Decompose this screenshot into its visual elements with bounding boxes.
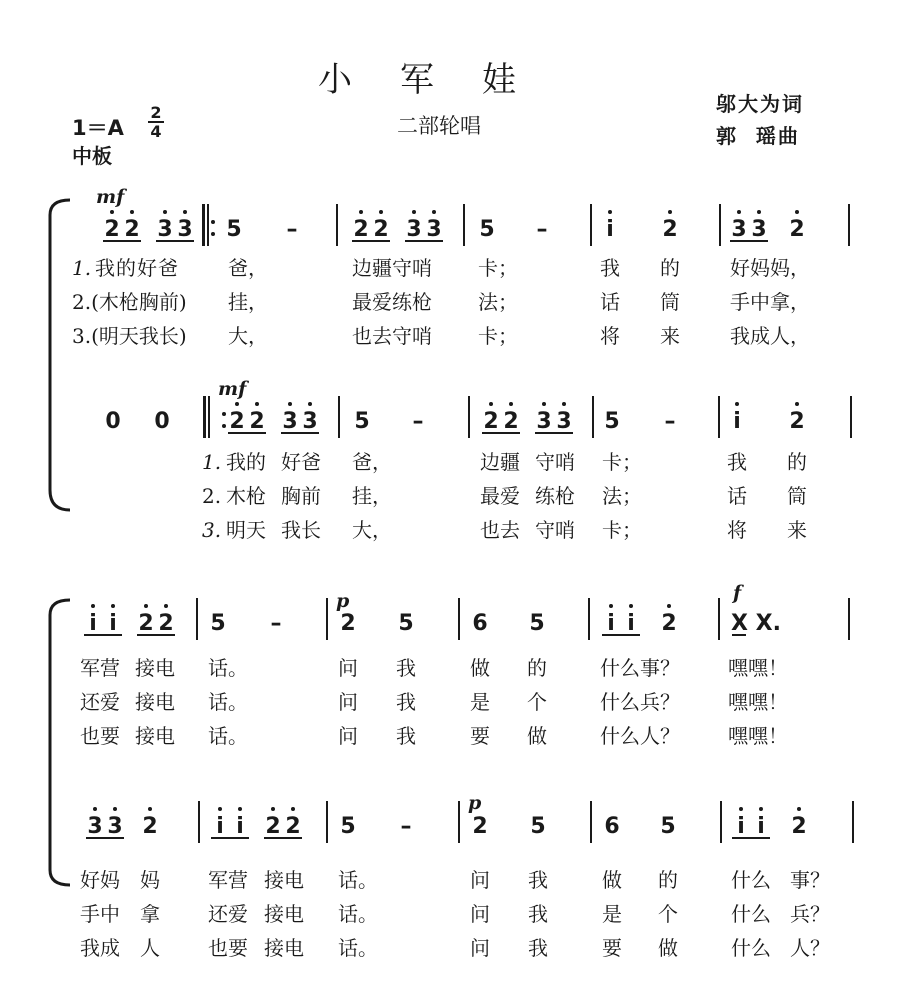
lyric: 爸， (228, 256, 268, 280)
lyric: 好爸 (281, 450, 321, 474)
note: i (733, 409, 741, 434)
note: 5 (354, 409, 370, 434)
lyric: 是 (470, 690, 490, 714)
note: i (737, 814, 745, 839)
lyric: 练枪 (535, 484, 575, 508)
lyric: 我 (528, 936, 548, 960)
lyric: 事？ (790, 868, 830, 892)
note: 2 (285, 814, 301, 839)
time-top: 2 (150, 103, 162, 122)
lyric: 法； (478, 290, 518, 314)
lyric: 接电 (264, 868, 304, 892)
barline (338, 396, 340, 438)
note: 2 (662, 217, 678, 242)
lyric: 要 (602, 936, 622, 960)
lyric: 话 (600, 290, 620, 314)
barline (208, 396, 210, 438)
lyric: 守哨 (535, 518, 575, 542)
lyric: 2.(木枪胸前) (72, 290, 187, 314)
note: – (286, 217, 298, 242)
note: 3 (282, 409, 298, 434)
barline (852, 801, 854, 843)
lyric: 我 (600, 256, 620, 280)
lyric: 做 (602, 868, 622, 892)
lyric: 我 (396, 690, 416, 714)
lyric: 法； (602, 484, 642, 508)
lyric: 的 (527, 656, 547, 680)
lyric: 手中拿， (730, 290, 810, 314)
barline (326, 801, 328, 843)
lyric: 什么人？ (600, 724, 680, 748)
note: 2 (158, 611, 174, 636)
lyric: 要 (470, 724, 490, 748)
note: 0 (154, 409, 170, 434)
lyric: 什么 (731, 868, 771, 892)
lyric: 嘿嘿！ (728, 656, 788, 680)
lyric: 个 (527, 690, 547, 714)
lyric: 我的 (226, 450, 266, 474)
key-label: 1＝A (72, 116, 124, 140)
tempo-marking: 中板 (72, 144, 112, 168)
composer-credit: 郭 瑶曲 (716, 124, 800, 148)
note: i (109, 611, 117, 636)
notation-row (0, 606, 900, 642)
lyric: 接电 (135, 656, 175, 680)
lyric: 最爱练枪 (352, 290, 432, 314)
lyric: 我 (396, 724, 416, 748)
lyric: 嘿嘿！ (728, 724, 788, 748)
barline (326, 598, 328, 640)
barline (463, 204, 465, 246)
lyric: 话。 (208, 656, 248, 680)
lyric: 挂， (228, 290, 268, 314)
note: i (627, 611, 635, 636)
lyric: 大， (228, 324, 268, 348)
lyric: 拿 (140, 902, 160, 926)
lyric: 的 (787, 450, 807, 474)
lyric: 话 (727, 484, 747, 508)
note: X X. (731, 611, 781, 636)
note: 5 (529, 611, 545, 636)
lyric: 话。 (208, 724, 248, 748)
lyric: 挂， (352, 484, 392, 508)
barline (718, 598, 720, 640)
lyric: 话。 (208, 690, 248, 714)
note: 3 (426, 217, 442, 242)
barline (848, 598, 850, 640)
lyric: 来 (787, 518, 807, 542)
note: 3 (302, 409, 318, 434)
note: 3 (177, 217, 193, 242)
barline (850, 396, 852, 438)
lyric: 我 (396, 656, 416, 680)
barline (202, 204, 205, 246)
note: 2 (142, 814, 158, 839)
lyric: 3.(明天我长) (72, 324, 187, 348)
barline (590, 801, 592, 843)
lyric: 的 (660, 256, 680, 280)
lyric: 做 (527, 724, 547, 748)
lyric: 也要 (208, 936, 248, 960)
note: 2 (265, 814, 281, 839)
note: 5 (530, 814, 546, 839)
lyric: 卡； (602, 450, 642, 474)
barline (848, 204, 850, 246)
note: – (664, 409, 676, 434)
lyric: 军营 (80, 656, 120, 680)
lyric: 接电 (135, 724, 175, 748)
lyric: 问 (470, 902, 490, 926)
lyric: 接电 (135, 690, 175, 714)
lyric: 好妈妈， (730, 256, 810, 280)
lyric: 我 (727, 450, 747, 474)
note: 5 (398, 611, 414, 636)
lyric: 问 (470, 868, 490, 892)
system-brackets (50, 200, 70, 885)
barline (207, 204, 209, 246)
lyric: 明天 (226, 518, 266, 542)
note: 3 (87, 814, 103, 839)
barline (336, 204, 338, 246)
lyric: 问 (338, 690, 358, 714)
lyric: 兵？ (790, 902, 830, 926)
barline (458, 598, 460, 640)
note: 2 (138, 611, 154, 636)
lyric: 什么事？ (600, 656, 680, 680)
time-bottom: 4 (150, 122, 162, 141)
dynamic-f: f (733, 582, 742, 604)
note: 2 (340, 611, 356, 636)
lyric: 个 (658, 902, 678, 926)
note: i (757, 814, 765, 839)
note: 3 (107, 814, 123, 839)
lyric: 守哨 (535, 450, 575, 474)
lyric: 的 (658, 868, 678, 892)
barline (458, 801, 460, 843)
lyric: 人？ (790, 936, 830, 960)
note: 2 (661, 611, 677, 636)
notation-row (0, 809, 900, 845)
lyric: 问 (338, 656, 358, 680)
lyric: 妈 (140, 868, 160, 892)
note: i (236, 814, 244, 839)
lyric: 话。 (338, 902, 378, 926)
dynamic-p: p (336, 590, 350, 612)
lyric: 将 (600, 324, 620, 348)
dynamic-mf: mf (96, 186, 125, 208)
lyric: 也去 (480, 518, 520, 542)
lyric: 木枪 (226, 484, 266, 508)
note: – (270, 611, 282, 636)
lyric: 接电 (264, 902, 304, 926)
lyric: 我 (528, 868, 548, 892)
lyric: 手中 (80, 902, 120, 926)
lyric: 卡； (478, 256, 518, 280)
note: 2 (249, 409, 265, 434)
lyric: 什么兵？ (600, 690, 680, 714)
lyric: 来 (660, 324, 680, 348)
note: 3 (157, 217, 173, 242)
lyric: 我的好爸 (95, 256, 179, 280)
lyric: 什么 (731, 902, 771, 926)
barline (198, 801, 200, 843)
note: 2 (353, 217, 369, 242)
song-subtitle: 二部轮唱 (397, 114, 481, 138)
lyric: 我成人， (730, 324, 810, 348)
lyricist-credit: 邬大为词 (716, 92, 804, 116)
lyric: 军营 (208, 868, 248, 892)
note: – (412, 409, 424, 434)
lyric: 我成 (80, 936, 120, 960)
lyric: 我长 (281, 518, 321, 542)
note: 2 (124, 217, 140, 242)
note: – (400, 814, 412, 839)
note: i (607, 611, 615, 636)
note: 3 (751, 217, 767, 242)
lyric: 边疆守哨 (352, 256, 432, 280)
barline (196, 598, 198, 640)
note: 2 (373, 217, 389, 242)
lyric: 爸， (352, 450, 392, 474)
lyric: 还爱 (208, 902, 248, 926)
lyric: 是 (602, 902, 622, 926)
lyric: 好妈 (80, 868, 120, 892)
lyric: 筒 (660, 290, 680, 314)
lyric: 还爱 (80, 690, 120, 714)
lyric: 也要 (80, 724, 120, 748)
note: 5 (660, 814, 676, 839)
note: 2 (483, 409, 499, 434)
note: 6 (604, 814, 620, 839)
note: 5 (604, 409, 620, 434)
note: 2 (503, 409, 519, 434)
lyric: 做 (658, 936, 678, 960)
note: 3 (731, 217, 747, 242)
barline (588, 598, 590, 640)
lyric: 最爱 (480, 484, 520, 508)
note: 0 (105, 409, 121, 434)
barline (718, 396, 720, 438)
dynamic-mf: mf (218, 378, 247, 400)
lyric: 接电 (264, 936, 304, 960)
lyric: 将 (727, 518, 747, 542)
note: 6 (472, 611, 488, 636)
lyric: 问 (338, 724, 358, 748)
notation-row (0, 212, 900, 248)
note: 3 (406, 217, 422, 242)
note: 2 (789, 409, 805, 434)
barline (590, 204, 592, 246)
note: 2 (104, 217, 120, 242)
lyric: 也去守哨 (352, 324, 432, 348)
note: i (89, 611, 97, 636)
lyric: 我 (528, 902, 548, 926)
note: 2 (789, 217, 805, 242)
note: 3 (556, 409, 572, 434)
note: i (606, 217, 614, 242)
lyric: 做 (470, 656, 490, 680)
note: – (536, 217, 548, 242)
lyric: 大， (352, 518, 392, 542)
lyric: 什么 (731, 936, 771, 960)
lyric: 卡； (602, 518, 642, 542)
note: i (216, 814, 224, 839)
lyric: 问 (470, 936, 490, 960)
note: 5 (479, 217, 495, 242)
song-title: 小军娃 (318, 60, 564, 100)
lyric: 话。 (338, 936, 378, 960)
barline (592, 396, 594, 438)
lyric: 边疆 (480, 450, 520, 474)
note: 5 (340, 814, 356, 839)
verse-number: 1. (202, 450, 222, 474)
note: 2 (229, 409, 245, 434)
lyric: 话。 (338, 868, 378, 892)
barline (719, 204, 721, 246)
note: 3 (536, 409, 552, 434)
dynamic-p: p (468, 792, 482, 814)
note: 5 (226, 217, 242, 242)
barline (720, 801, 722, 843)
note: 5 (210, 611, 226, 636)
lyric: 嘿嘿！ (728, 690, 788, 714)
lyric: 筒 (787, 484, 807, 508)
barline (468, 396, 470, 438)
notation-row (0, 404, 900, 440)
note: 2 (472, 814, 488, 839)
octave-dots (91, 210, 801, 811)
verse-number: 3. (202, 518, 222, 542)
lyric: 人 (140, 936, 160, 960)
lyric: 卡； (478, 324, 518, 348)
verse-number: 1. (72, 256, 92, 280)
barline (203, 396, 206, 438)
lyric: 胸前 (281, 484, 321, 508)
note: 2 (791, 814, 807, 839)
verse-number: 2. (202, 484, 222, 508)
